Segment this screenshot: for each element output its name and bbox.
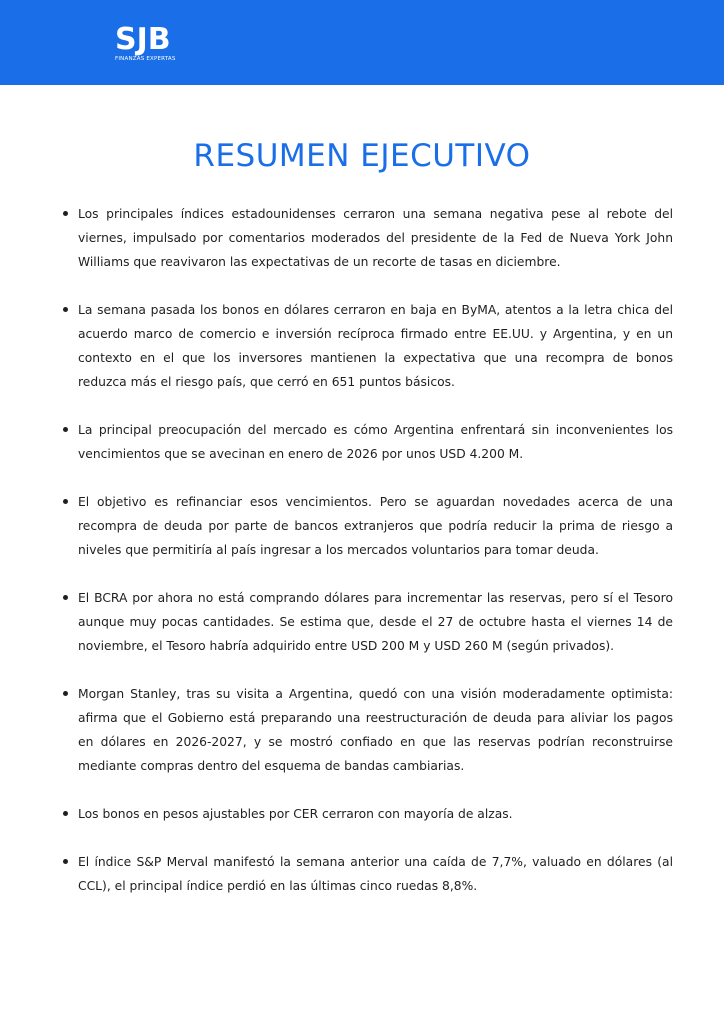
company-logo[interactable]: [115, 22, 176, 63]
summary-bullet-item: [78, 298, 673, 394]
bullet-icon: [63, 595, 68, 600]
summary-bullet-item: [78, 850, 673, 898]
summary-bullet-text: Los principales índices estadounidenses cerraron una semana negativa pese al rebote del viernes, impulsado por comentarios moderados del presidente de la Fed de Nueva York John Williams que reavivaron las expectativas de un recorte de tasas en diciembre.: [78, 207, 673, 269]
bullet-icon: [63, 211, 68, 216]
summary-bullet-item: [78, 802, 673, 826]
summary-bullet-item: [78, 682, 673, 778]
bullet-icon: [63, 691, 68, 696]
summary-bullet-text: La semana pasada los bonos en dólares cerraron en baja en ByMA, atentos a la letra chica del acuerdo marco de comercio e inversión recíproca firmado entre EE.UU. y Argentina, y en un contexto en el que los inversores mantienen la expectativa que una recompra de bonos reduzca más el riesgo país, que cerró en 651 puntos básicos.: [78, 303, 673, 389]
summary-bullet-text: El índice S&P Merval manifestó la semana anterior una caída de 7,7%, valuado en dólares (al CCL), el principal índice perdió en las últimas cinco ruedas 8,8%.: [78, 855, 673, 893]
summary-bullet-item: [78, 586, 673, 658]
summary-bullet-text: El objetivo es refinanciar esos vencimientos. Pero se aguardan novedades acerca de una recompra de deuda por parte de bancos extranjeros que podría reducir la prima de riesgo a niveles que permitiría al país ingresar a los mercados voluntarios para tomar deuda.: [78, 495, 673, 557]
summary-bullet-text: Morgan Stanley, tras su visita a Argentina, quedó con una visión moderadamente optimista: afirma que el Gobierno está preparando una reestructuración de deuda para aliviar los pagos en dólares en 2026-2027, y se mostró confiado en que las reservas podrían reconstruirse mediante compras dentro del esquema de bandas cambiarias.: [78, 687, 673, 773]
summary-bullet-item: [78, 202, 673, 274]
summary-bullet-list: [78, 202, 673, 922]
summary-bullet-item: [78, 490, 673, 562]
bullet-icon: [63, 811, 68, 816]
summary-bullet-item: [78, 418, 673, 466]
page-title: RESUMEN EJECUTIVO: [193, 138, 531, 174]
bullet-icon: [63, 859, 68, 864]
bullet-icon: [63, 307, 68, 312]
logo-tagline: FINANZAS EXPERTAS: [115, 56, 176, 62]
bullet-icon: [63, 499, 68, 504]
bullet-icon: [63, 427, 68, 432]
summary-bullet-text: La principal preocupación del mercado es cómo Argentina enfrentará sin inconvenientes los vencimientos que se avecinan en enero de 2026 por unos USD 4.200 M.: [78, 423, 673, 461]
logo-text: SJB: [115, 22, 171, 57]
summary-bullet-text: El BCRA por ahora no está comprando dólares para incrementar las reservas, pero sí el Tesoro aunque muy pocas cantidades. Se estima que, desde el 27 de octubre hasta el viernes 14 de noviembre, el Tesoro habría adquirido entre USD 200 M y USD 260 M (según privados).: [78, 591, 673, 653]
summary-bullet-text: Los bonos en pesos ajustables por CER cerraron con mayoría de alzas.: [78, 807, 513, 821]
header-bar: [0, 0, 724, 85]
